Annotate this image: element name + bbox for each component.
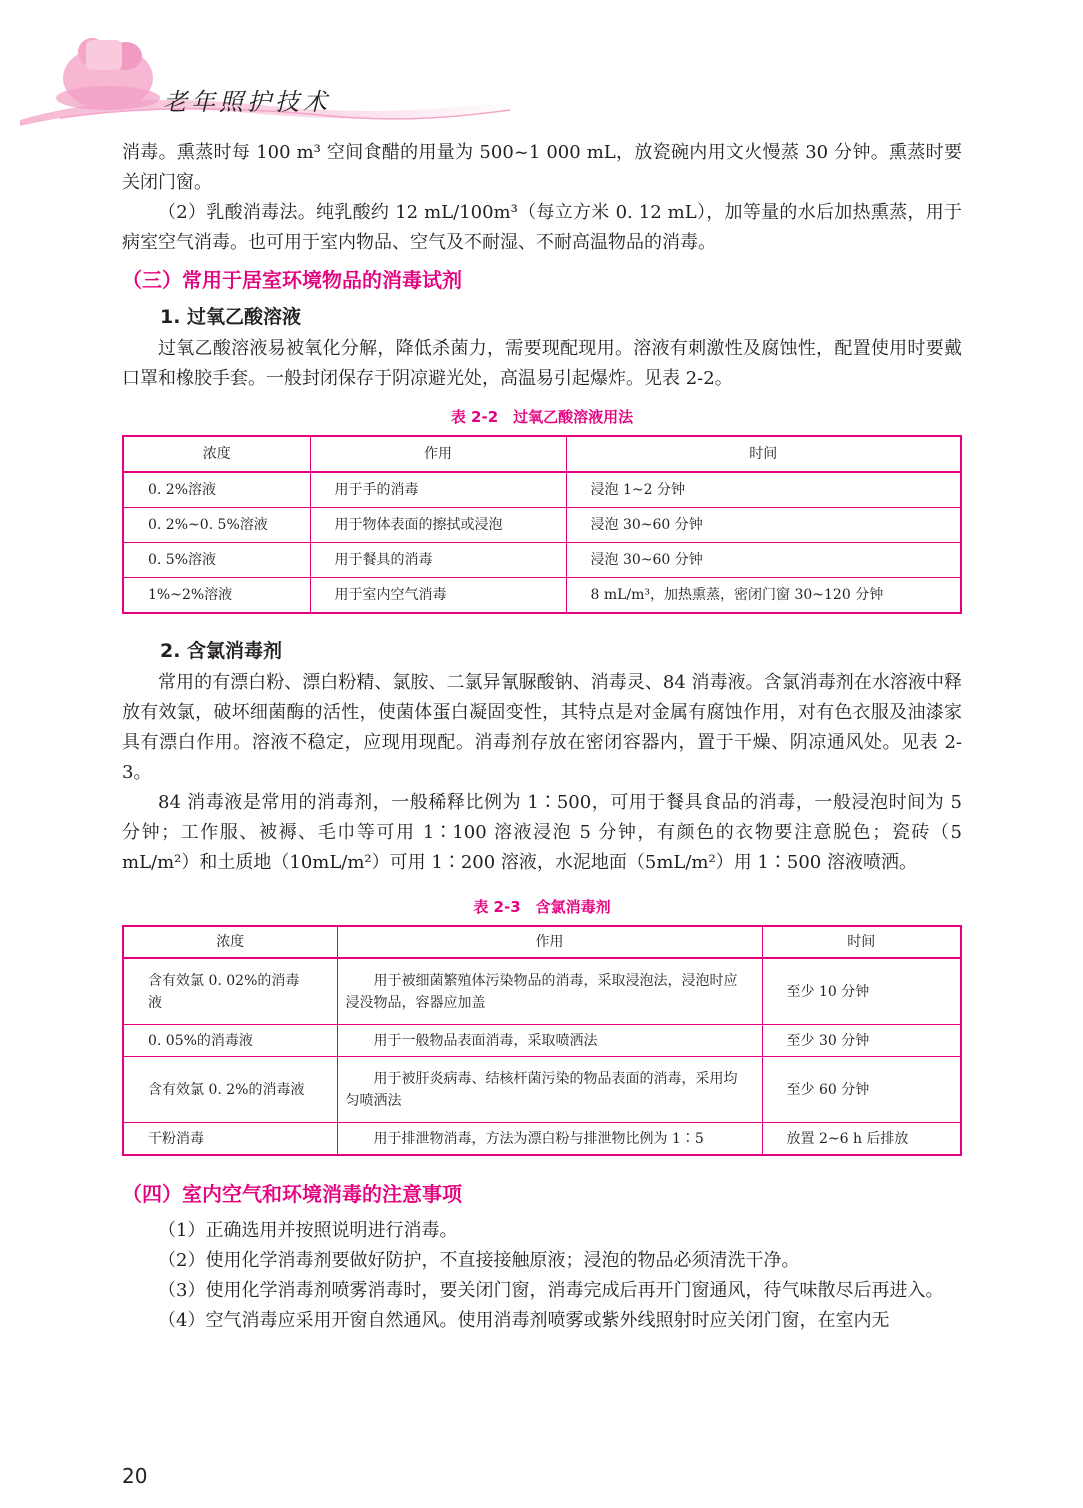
- table-cell: 用于被细菌繁殖体污染物品的消毒，采取浸泡法，浸泡时应浸没物品，容器应加盖: [337, 958, 762, 1025]
- paragraph: 84 消毒液是常用的消毒剂，一般稀释比例为 1∶500，可用于餐具食品的消毒，一般浸泡时间为 5 分钟；工作服、被褥、毛巾等可用 1∶100 溶液浸泡 5 分钟，有颜色的衣物要注意脱色；瓷砖（5 mL/m²）和土质地（10mL/m²）可用 1∶200 溶液，水泥地面（5mL/m²）用 1∶500 溶液喷洒。: [122, 792, 962, 873]
- table-2-2: [122, 435, 962, 614]
- table-cell: 至少 30 分钟: [762, 1025, 961, 1057]
- table-cell: 0. 2%~0. 5%溶液: [123, 508, 310, 543]
- table-caption: 表 2-3 含氯消毒剂: [473, 898, 611, 916]
- page-header: [0, 0, 1083, 130]
- table-cell: 干粉消毒: [123, 1123, 337, 1156]
- list-item: （1）正确选用并按照说明进行消毒。: [158, 1220, 458, 1241]
- table-header-row: [123, 926, 961, 958]
- table-row: [123, 543, 961, 578]
- table-caption: 表 2-2 过氧乙酸溶液用法: [450, 408, 634, 426]
- list-item: （3）使用化学消毒剂喷雾消毒时，要关闭门窗，消毒完成后再开门窗通风，待气味散尽后再进入。: [158, 1280, 944, 1301]
- table-header-row: [123, 436, 961, 472]
- table-cell: 放置 2~6 h 后排放: [762, 1123, 961, 1156]
- table-cell: 含有效氯 0. 02%的消毒液: [123, 958, 337, 1025]
- table-row: [123, 508, 961, 543]
- table-row: [123, 1057, 961, 1123]
- header-cell: 时间: [566, 436, 961, 472]
- paragraph: （2）乳酸消毒法。纯乳酸约 12 mL/100m³（每立方米 0. 12 mL），加等量的水后加热熏蒸，用于病室空气消毒。也可用于室内物品、空气及不耐湿、不耐高温物品的消毒。: [122, 202, 962, 253]
- list-item: （4）空气消毒应采用开窗自然通风。使用消毒剂喷雾或紫外线照射时应关闭门窗，在室内无: [158, 1310, 890, 1331]
- table-cell: 0. 2%溶液: [123, 472, 310, 508]
- table-2-3: [122, 925, 962, 1156]
- table-cell: 浸泡 1~2 分钟: [566, 472, 961, 508]
- table-cell: 用于一般物品表面消毒，采取喷洒法: [337, 1025, 762, 1057]
- section-heading: （四）室内空气和环境消毒的注意事项: [122, 1182, 462, 1206]
- table-cell: 用于排泄物消毒，方法为漂白粉与排泄物比例为 1∶5: [337, 1123, 762, 1156]
- paragraph: 消毒。熏蒸时每 100 m³ 空间食醋的用量为 500~1 000 mL，放瓷碗内用文火慢蒸 30 分钟。熏蒸时要关闭门窗。: [122, 142, 962, 193]
- table-row: [123, 1025, 961, 1057]
- subsection-heading: 1. 过氧乙酸溶液: [160, 306, 302, 328]
- table-row: [123, 472, 961, 508]
- header-cell: 作用: [310, 436, 566, 472]
- table-row: [123, 578, 961, 614]
- header-cell: 浓度: [123, 436, 310, 472]
- table-cell: 浸泡 30~60 分钟: [566, 508, 961, 543]
- table-cell: 用于餐具的消毒: [310, 543, 566, 578]
- list-item: （2）使用化学消毒剂要做好防护，不直接接触原液；浸泡的物品必须清洗干净。: [158, 1250, 800, 1271]
- header-cell: 作用: [337, 926, 762, 958]
- subsection-heading: 2. 含氯消毒剂: [160, 640, 283, 662]
- paragraph: 过氧乙酸溶液易被氧化分解，降低杀菌力，需要现配现用。溶液有刺激性及腐蚀性，配置使用时要戴口罩和橡胶手套。一般封闭保存于阴凉避光处，高温易引起爆炸。见表 2-2。: [122, 338, 962, 389]
- table-cell: 0. 05%的消毒液: [123, 1025, 337, 1057]
- paragraph: 常用的有漂白粉、漂白粉精、氯胺、二氯异氰脲酸钠、消毒灵、84 消毒液。含氯消毒剂在水溶液中释放有效氯，破坏细菌酶的活性，使菌体蛋白凝固变性，其特点是对金属有腐蚀作用，对有色衣服及油漆家具有漂白作用。溶液不稳定，应现用现配。消毒剂存放在密闭容器内，置于干燥、阴凉通风处。见表 2-3。: [122, 672, 962, 783]
- table-row: [123, 1123, 961, 1156]
- section-heading: （三）常用于居室环境物品的消毒试剂: [122, 268, 462, 292]
- table-cell: 至少 60 分钟: [762, 1057, 961, 1123]
- header-cell: 浓度: [123, 926, 337, 958]
- page-number: 20: [122, 1464, 148, 1488]
- table-cell: 0. 5%溶液: [123, 543, 310, 578]
- table-cell: 8 mL/m³，加热熏蒸，密闭门窗 30~120 分钟: [566, 578, 961, 614]
- header-title: 老年照护技术: [163, 88, 331, 116]
- header-cell: 时间: [762, 926, 961, 958]
- table-cell: 用于手的消毒: [310, 472, 566, 508]
- table-cell: 含有效氯 0. 2%的消毒液: [123, 1057, 337, 1123]
- table-cell: 至少 10 分钟: [762, 958, 961, 1025]
- table-cell: 浸泡 30~60 分钟: [566, 543, 961, 578]
- page-content: [122, 138, 962, 1336]
- table-cell: 用于室内空气消毒: [310, 578, 566, 614]
- table-cell: 用于物体表面的擦拭或浸泡: [310, 508, 566, 543]
- table-cell: 用于被肝炎病毒、结核杆菌污染的物品表面的消毒，采用均匀喷洒法: [337, 1057, 762, 1123]
- table-cell: 1%~2%溶液: [123, 578, 310, 614]
- table-row: [123, 958, 961, 1025]
